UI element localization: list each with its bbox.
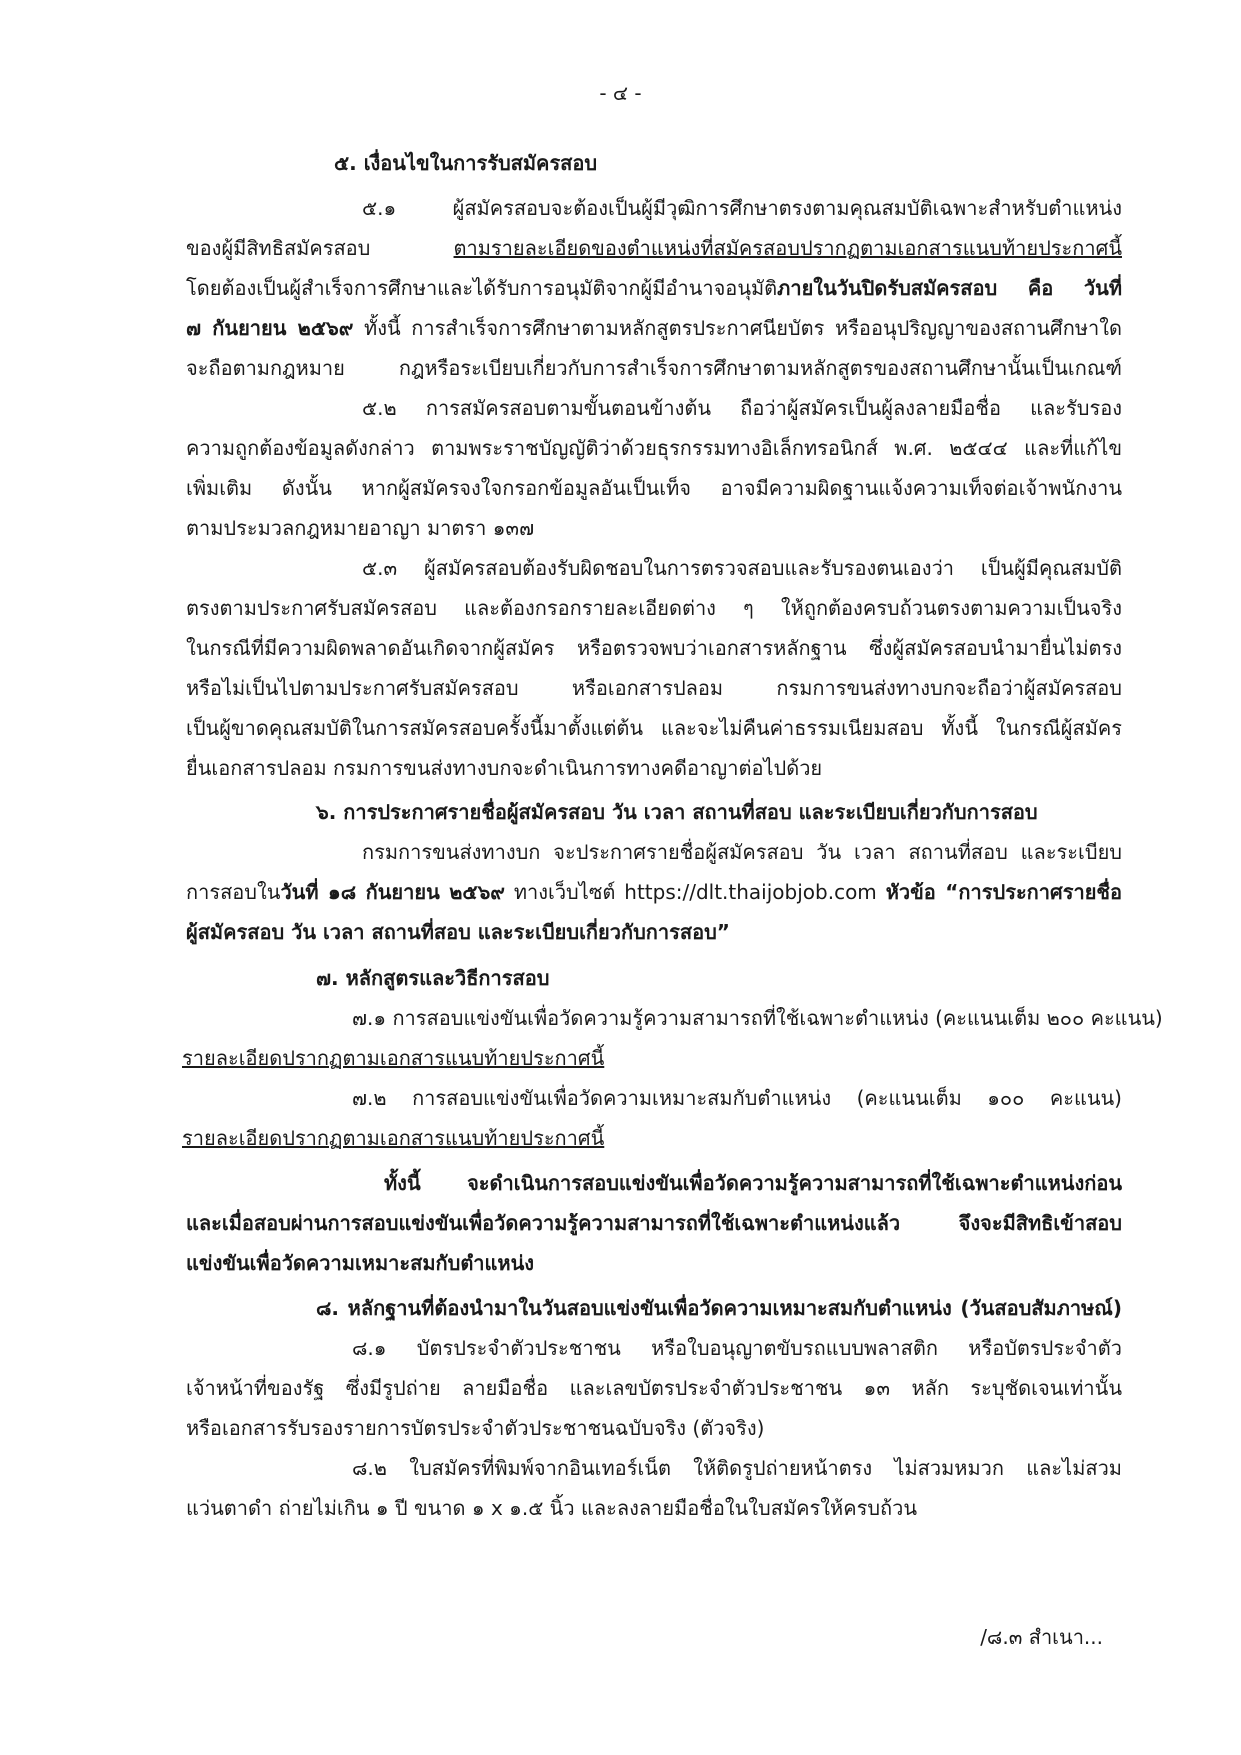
para-6-line-1: กรมการขนส่งทางบก จะประกาศรายชื่อผู้สมัครสอบ วัน เวลา สถานที่สอบ และระเบียบ bbox=[362, 840, 1122, 864]
closing-date-phrase: ภายในวันปิดรับสมัครสอบ คือ วันที่ bbox=[777, 276, 1122, 300]
para-5-2-line-4: ตามประมวลกฎหมายอาญา มาตรา ๑๓๗ bbox=[186, 516, 535, 540]
page-number: - ๔ - bbox=[599, 81, 642, 105]
note-line-1: ทั้งนี้ จะดำเนินการสอบแข่งขันเพื่อวัดความรู้ความสามารถที่ใช้เฉพาะตำแหน่งก่อน bbox=[384, 1171, 1122, 1195]
section-5-heading: ๕. เงื่อนไขในการรับสมัครสอบ bbox=[334, 151, 598, 175]
para-5-1-line-3: โดยต้องเป็นผู้สำเร็จการศึกษาและได้รับการอนุมัติจากผู้มีอำนาจอนุมัติภายในวันปิดรับสมัครสอบ คือ วันที่ bbox=[186, 276, 1122, 300]
para-7-2-detail: รายละเอียดปรากฏตามเอกสารแนบท้ายประกาศนี้ bbox=[182, 1126, 605, 1150]
para-8-2-line-2: แว่นตาดำ ถ่ายไม่เกิน ๑ ปี ขนาด ๑ x ๑.๕ นิ้ว และลงลายมือชื่อในใบสมัครให้ครบถ้วน bbox=[186, 1496, 918, 1520]
para-5-1-line-5: จะถือตามกฎหมาย กฎหรือระเบียบเกี่ยวกับการสำเร็จการศึกษาตามหลักสูตรของสถานศึกษานั้นเป็นเกณฑ์ bbox=[186, 356, 1122, 380]
para-5-3-line-2: ตรงตามประกาศรับสมัครสอบ และต้องกรอกรายละเอียดต่าง ๆ ให้ถูกต้องครบถ้วนตรงตามความเป็นจริง bbox=[186, 596, 1122, 620]
announcement-date: วันที่ ๑๘ กันยายน ๒๕๖๙ bbox=[280, 880, 505, 904]
para-8-1-line-3: หรือเอกสารรับรองรายการบัตรประจำตัวประชาชนฉบับจริง (ตัวจริง) bbox=[186, 1416, 765, 1440]
para-8-2-line-1: ๘.๒ ใบสมัครที่พิมพ์จากอินเทอร์เน็ต ให้ติดรูปถ่ายหน้าตรง ไม่สวมหมวก และไม่สวม bbox=[352, 1456, 1122, 1480]
closing-date: ๗ กันยายน ๒๕๖๙ bbox=[186, 316, 354, 340]
para-6-line-3: ผู้สมัครสอบ วัน เวลา สถานที่สอบ และระเบียบเกี่ยวกับการสอบ” bbox=[186, 920, 730, 944]
para-5-1-line-2: ของผู้มีสิทธิสมัครสอบ ตามรายละเอียดของตำแหน่งที่สมัครสอบปรากฏตามเอกสารแนบท้ายประกาศนี้ bbox=[186, 236, 1122, 260]
attachment-reference: ตามรายละเอียดของตำแหน่งที่สมัครสอบปรากฏตามเอกสารแนบท้ายประกาศนี้ bbox=[453, 236, 1122, 260]
section-6-heading: ๖. การประกาศรายชื่อผู้สมัครสอบ วัน เวลา สถานที่สอบ และระเบียบเกี่ยวกับการสอบ bbox=[316, 800, 1038, 824]
para-7-2: ๗.๒ การสอบแข่งขันเพื่อวัดความเหมาะสมกับตำแหน่ง (คะแนนเต็ม ๑๐๐ คะแนน) bbox=[352, 1086, 1122, 1110]
para-5-3-line-3: ในกรณีที่มีความผิดพลาดอันเกิดจากผู้สมัคร หรือตรวจพบว่าเอกสารหลักฐาน ซึ่งผู้สมัครสอบนำมายื่นไม่ตรง bbox=[186, 636, 1122, 660]
para-5-2-line-1: ๕.๒ การสมัครสอบตามขั้นตอนข้างต้น ถือว่าผู้สมัครเป็นผู้ลงลายมือชื่อ และรับรอง bbox=[362, 396, 1122, 420]
para-6-line-2: การสอบในวันที่ ๑๘ กันยายน ๒๕๖๙ ทางเว็บไซต์ https://dlt.thaijobjob.com หัวข้อ “การประกาศรายชื่อ bbox=[186, 880, 1122, 904]
note-line-2: และเมื่อสอบผ่านการสอบแข่งขันเพื่อวัดความรู้ความสามารถที่ใช้เฉพาะตำแหน่งแล้ว จึงจะมีสิทธิเข้าสอบ bbox=[186, 1211, 1122, 1235]
website-reference: ทางเว็บไซต์ https://dlt.thaijobjob.com bbox=[513, 880, 877, 904]
para-7-1-detail: รายละเอียดปรากฏตามเอกสารแนบท้ายประกาศนี้ bbox=[182, 1046, 605, 1070]
para-5-3-line-5: เป็นผู้ขาดคุณสมบัติในการสมัครสอบครั้งนี้มาตั้งแต่ต้น และจะไม่คืนค่าธรรมเนียมสอบ ทั้งนี้ ในกรณีผู้สมัคร bbox=[186, 716, 1122, 740]
para-5-2-line-2: ความถูกต้องข้อมูลดังกล่าว ตามพระราชบัญญัติว่าด้วยธุรกรรมทางอิเล็กทรอนิกส์ พ.ศ. ๒๕๔๔ และที่แก้ไข bbox=[186, 436, 1122, 460]
continuation-note: /๘.๓ สำเนา... bbox=[980, 1625, 1103, 1649]
para-5-3-line-1: ๕.๓ ผู้สมัครสอบต้องรับผิดชอบในการตรวจสอบและรับรองตนเองว่า เป็นผู้มีคุณสมบัติ bbox=[362, 556, 1122, 580]
section-7-heading: ๗. หลักสูตรและวิธีการสอบ bbox=[316, 966, 550, 990]
para-5-1-line-4: ๗ กันยายน ๒๕๖๙ ทั้งนี้ การสำเร็จการศึกษาตามหลักสูตรประกาศนียบัตร หรืออนุปริญญาของสถานศึกษาใด bbox=[186, 316, 1123, 340]
note-line-3: แข่งขันเพื่อวัดความเหมาะสมกับตำแหน่ง bbox=[186, 1251, 535, 1275]
para-8-1-line-1: ๘.๑ บัตรประจำตัวประชาชน หรือใบอนุญาตขับรถแบบพลาสติก หรือบัตรประจำตัว bbox=[352, 1336, 1122, 1360]
para-7-1: ๗.๑ การสอบแข่งขันเพื่อวัดความรู้ความสามารถที่ใช้เฉพาะตำแหน่ง (คะแนนเต็ม ๒๐๐ คะแนน) bbox=[352, 1006, 1163, 1030]
para-5-3-line-6: ยื่นเอกสารปลอม กรมการขนส่งทางบกจะดำเนินการทางคดีอาญาต่อไปด้วย bbox=[186, 756, 823, 780]
para-8-1-line-2: เจ้าหน้าที่ของรัฐ ซึ่งมีรูปถ่าย ลายมือชื่อ และเลขบัตรประจำตัวประชาชน ๑๓ หลัก ระบุชัดเจนเท่านั้น bbox=[186, 1376, 1122, 1400]
para-5-3-line-4: หรือไม่เป็นไปตามประกาศรับสมัครสอบ หรือเอกสารปลอม กรมการขนส่งทางบกจะถือว่าผู้สมัครสอบ bbox=[186, 676, 1122, 700]
para-5-1-line-1: ๕.๑ ผู้สมัครสอบจะต้องเป็นผู้มีวุฒิการศึกษาตรงตามคุณสมบัติเฉพาะสำหรับตำแหน่ง bbox=[362, 196, 1122, 220]
para-5-2-line-3: เพิ่มเติม ดังนั้น หากผู้สมัครจงใจกรอกข้อมูลอันเป็นเท็จ อาจมีความผิดฐานแจ้งความเท็จต่อเจ้าพนักงาน bbox=[186, 476, 1122, 500]
section-8-heading: ๘. หลักฐานที่ต้องนำมาในวันสอบแข่งขันเพื่อวัดความเหมาะสมกับตำแหน่ง (วันสอบสัมภาษณ์) bbox=[316, 1296, 1122, 1320]
